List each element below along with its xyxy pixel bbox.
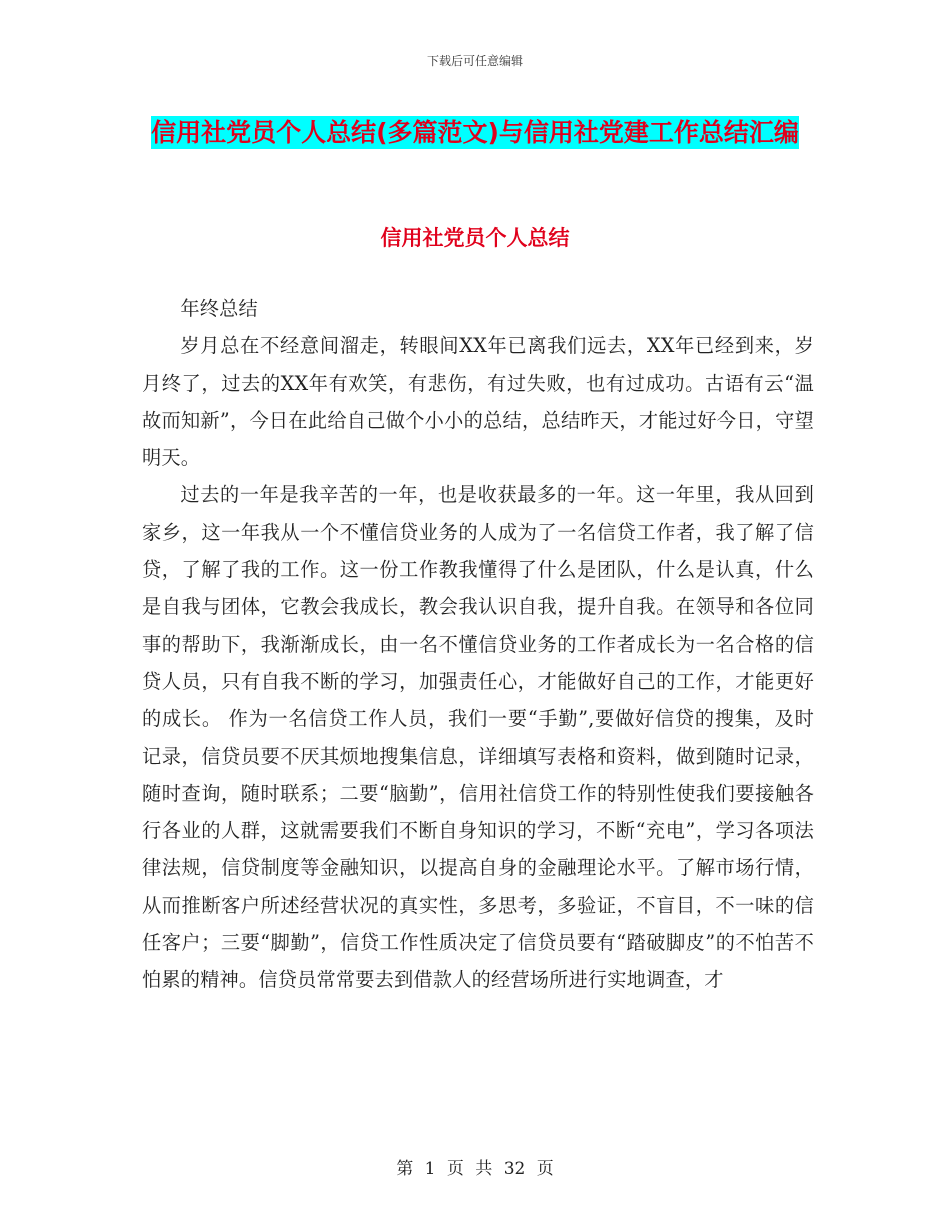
paragraph: 年终总结 <box>180 297 258 320</box>
section-title: 信用社党员个人总结 <box>380 226 570 250</box>
page-number: 第 1 页 共 32 页 <box>396 1159 554 1179</box>
header-note: 下载后可任意编辑 <box>426 54 523 68</box>
document-body <box>142 290 814 999</box>
paragraph: 过去的一年是我辛苦的一年，也是收获最多的一年。这一年里，我从回到家乡，这一年我从一个不懂信贷业务的人成为了一名信贷工作者，我了解了信贷，了解了我的工作。这一份工作教我懂得了什么是团队，什么是认真，什么是自我与团体，它教会我成长，教会我认识自我，提升自我。在领导和各位同事的帮助下，我渐渐成长，由一名不懂信贷业务的工作者成长为一名合格的信贷人员，只有自我不断的学习，加强责任心，才能做好自己的工作，才能更好的成长。 作为一名信贷工作人员，我们一要“手勤”,要做好信贷的搜集，及时记录，信贷员要不厌其烦地搜集信息，详细填写表格和资料，做到随时记录，随时查询，随时联系；二要“脑勤”，信用社信贷工作的特别性使我们要接触各行各业的人群，这就需要我们不断自身知识的学习，不断“充电”，学习各项法律法规，信贷制度等金融知识，以提高自身的金融理论水平。了解市场行情，从而推断客户所述经营状况的真实性，多思考，多验证，不盲目，不一味的信任客户；三要“脚勤”，信贷工作性质决定了信贷员要有“踏破脚皮”的不怕苦不怕累的精神。信贷员常常要去到借款人的经营场所进行实地调查，才 <box>142 483 814 992</box>
document-title-text: 信用社党员个人总结(多篇范文)与信用社党建工作总结汇编 <box>151 118 799 147</box>
document-title <box>140 108 810 158</box>
paragraph: 岁月总在不经意间溜走，转眼间XX年已离我们远去，XX年已经到来，岁月终了，过去的XX年有欢笑，有悲伤，有过失败，也有过成功。古语有云“温故而知新”，今日在此给自己做个小小的总结，总结昨天，才能过好今日，守望明天。 <box>142 334 814 470</box>
